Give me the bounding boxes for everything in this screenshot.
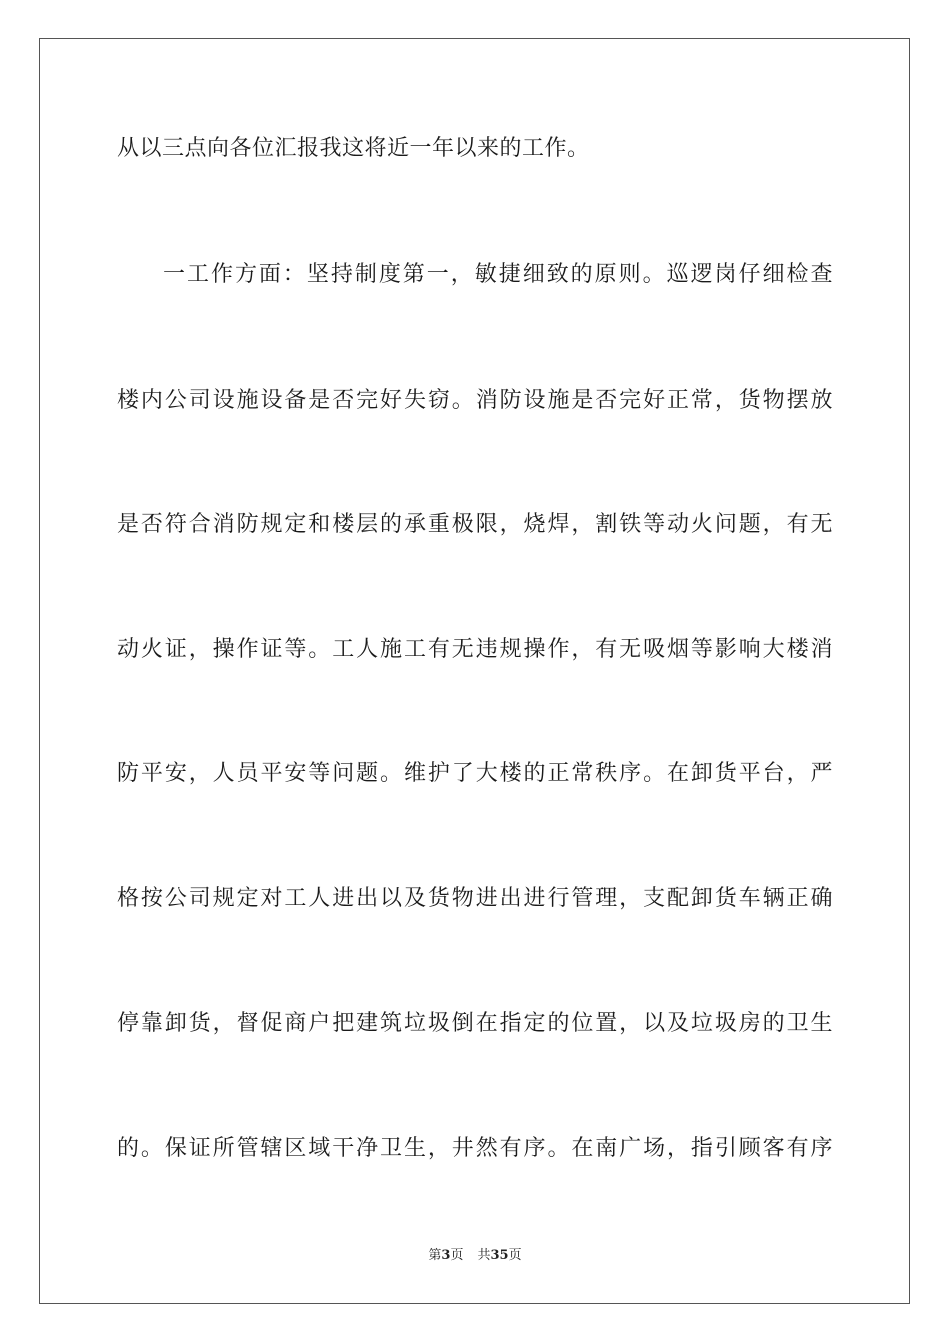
body-text-line-9: 的。保证所管辖区域干净卫生，井然有序。在南广场，指引顾客有序 xyxy=(117,1136,833,1161)
footer-page-suffix: 页 xyxy=(450,1248,464,1263)
body-text-line-2: 一工作方面：坚持制度第一，敏捷细致的原则。巡逻岗仔细检查 xyxy=(163,262,833,287)
page-footer xyxy=(0,1247,950,1265)
body-text-line-4: 是否符合消防规定和楼层的承重极限，烧焊，割铁等动火问题，有无 xyxy=(117,512,833,537)
body-text-line-6: 防平安，人员平安等问题。维护了大楼的正常秩序。在卸货平台，严 xyxy=(117,761,833,786)
body-text-line-3: 楼内公司设施设备是否完好失窃。消防设施是否完好正常，货物摆放 xyxy=(117,388,833,413)
footer-total-pages: 35 xyxy=(490,1248,509,1263)
footer-total-suffix: 页 xyxy=(508,1248,522,1263)
page-border xyxy=(39,38,910,1304)
body-text-line-8: 停靠卸货，督促商户把建筑垃圾倒在指定的位置，以及垃圾房的卫生 xyxy=(117,1011,833,1036)
body-text-line-5: 动火证，操作证等。工人施工有无违规操作，有无吸烟等影响大楼消 xyxy=(117,637,833,662)
footer-page-prefix: 第 xyxy=(428,1248,442,1263)
body-text-line-7: 格按公司规定对工人进出以及货物进出进行管理，支配卸货车辆正确 xyxy=(117,886,833,911)
footer-page-number: 3 xyxy=(441,1248,451,1263)
footer-total-prefix: 共 xyxy=(477,1248,491,1263)
body-text-line-1: 从以三点向各位汇报我这将近一年以来的工作。 xyxy=(117,136,590,161)
